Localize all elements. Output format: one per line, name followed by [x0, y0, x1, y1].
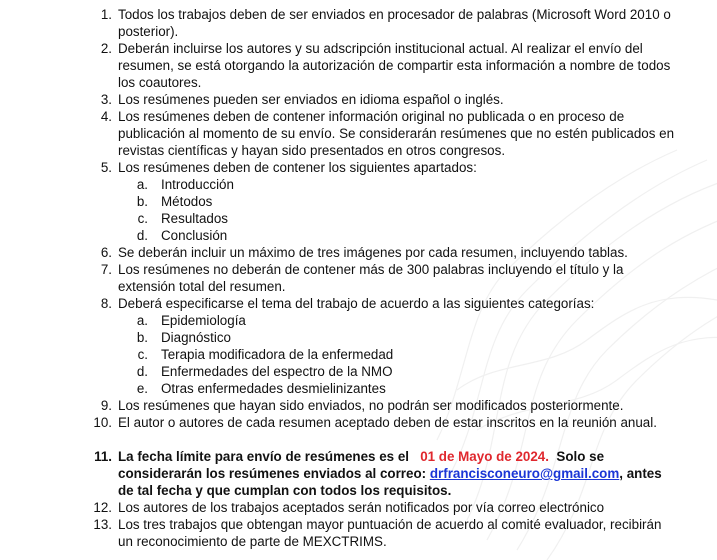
item-number: 11.: [94, 449, 112, 464]
sub-list-item: [0, 227, 717, 244]
item-text: Los autores de los trabajos aceptados serán notificados por vía correo electrónico: [118, 500, 605, 515]
item-number: 6.: [100, 245, 112, 260]
item-number: 10.: [93, 415, 112, 430]
sub-item-letter: b.: [136, 194, 148, 209]
sub-item-letter: b.: [136, 330, 148, 345]
sub-item-letter: d.: [136, 228, 148, 243]
item-text: Los resúmenes deben de contener los siguientes apartados:: [118, 160, 477, 175]
deadline-date: 01 de Mayo de 2024.: [420, 449, 549, 464]
deadline-note: Solo se considerarán los resúmenes enviados al correo:: [118, 449, 605, 481]
item-text: Todos los trabajos deben de ser enviados en procesador de palabras (Microsoft Word 2010 o posterior).: [118, 7, 671, 39]
sub-item-text: Diagnóstico: [161, 330, 231, 345]
sub-item-text: Conclusión: [161, 228, 228, 243]
item-text: Los resúmenes no deberán de contener más de 300 palabras incluyendo el título y la extensión total del resumen.: [118, 262, 624, 294]
item-number: 1.: [100, 7, 112, 22]
item-text: Deberán incluirse los autores y su adscripción institucional actual. Al realizar el envío del resumen, se está otorgando la autorización de compartir esta información a nombre de todos los coautores.: [118, 41, 671, 90]
item-number: 8.: [100, 296, 112, 311]
sub-item-text: Otras enfermedades desmielinizantes: [161, 381, 386, 396]
item-text: Se deberán incluir un máximo de tres imágenes por cada resumen, incluyendo tablas.: [118, 245, 628, 260]
item-number: 7.: [100, 262, 112, 277]
sub-list-item: [0, 346, 717, 363]
sub-list-item: [0, 193, 717, 210]
deadline-closing: , antes de tal fecha y que cumplan con todos los requisitos.: [118, 466, 662, 498]
sub-item-text: Resultados: [161, 211, 228, 226]
sub-item-letter: d.: [136, 364, 148, 379]
item-text: Los resúmenes que hayan sido enviados, no podrán ser modificados posteriormente.: [118, 398, 624, 413]
sub-item-letter: a.: [136, 177, 148, 192]
sub-item-text: Métodos: [161, 194, 213, 209]
sub-item-letter: c.: [137, 347, 148, 362]
sub-item-text: Terapia modificadora de la enfermedad: [161, 347, 394, 362]
sub-item-text: Introducción: [161, 177, 234, 192]
sub-list-item: [0, 380, 717, 397]
sub-item-text: Epidemiología: [161, 313, 246, 328]
sub-list-item: [0, 363, 717, 380]
item-text: El autor o autores de cada resumen aceptado deben de estar inscritos en la reunión anual.: [118, 415, 657, 430]
sub-list-item: [0, 210, 717, 227]
item-text: Los resúmenes deben de contener información original no publicada o en proceso de publicación al momento de su envío. Se considerarán resúmenes que no estén publicados en revistas científicas y hayan sido presentados en otros congresos.: [118, 109, 675, 158]
item-number: 12.: [93, 500, 112, 515]
item-number: 9.: [100, 398, 112, 413]
item-number: 2.: [100, 41, 112, 56]
submission-email-link[interactable]: drfrancisconeuro@gmail.com: [429, 466, 620, 481]
sub-list-item: [0, 312, 717, 329]
item-text: Los resúmenes pueden ser enviados en idioma español o inglés.: [118, 92, 504, 107]
sub-item-letter: e.: [136, 381, 148, 396]
sub-item-letter: c.: [137, 211, 148, 226]
deadline-text: [118, 448, 678, 499]
sub-list-item: [0, 329, 717, 346]
item-text: Deberá especificarse el tema del trabajo de acuerdo a las siguientes categorías:: [118, 296, 595, 311]
sub-item-text: Enfermedades del espectro de la NMO: [161, 364, 393, 379]
sub-item-letter: a.: [136, 313, 148, 328]
item-text: Los tres trabajos que obtengan mayor puntuación de acuerdo al comité evaluador, recibirán un reconocimiento de parte de MEXCTRIMS.: [118, 517, 662, 549]
item-number: 13.: [93, 517, 112, 532]
item-number: 3.: [100, 92, 112, 107]
deadline-intro: La fecha límite para envío de resúmenes es el: [118, 449, 410, 464]
item-number: 5.: [100, 160, 112, 175]
item-number: 4.: [100, 109, 112, 124]
sub-list-item: [0, 176, 717, 193]
